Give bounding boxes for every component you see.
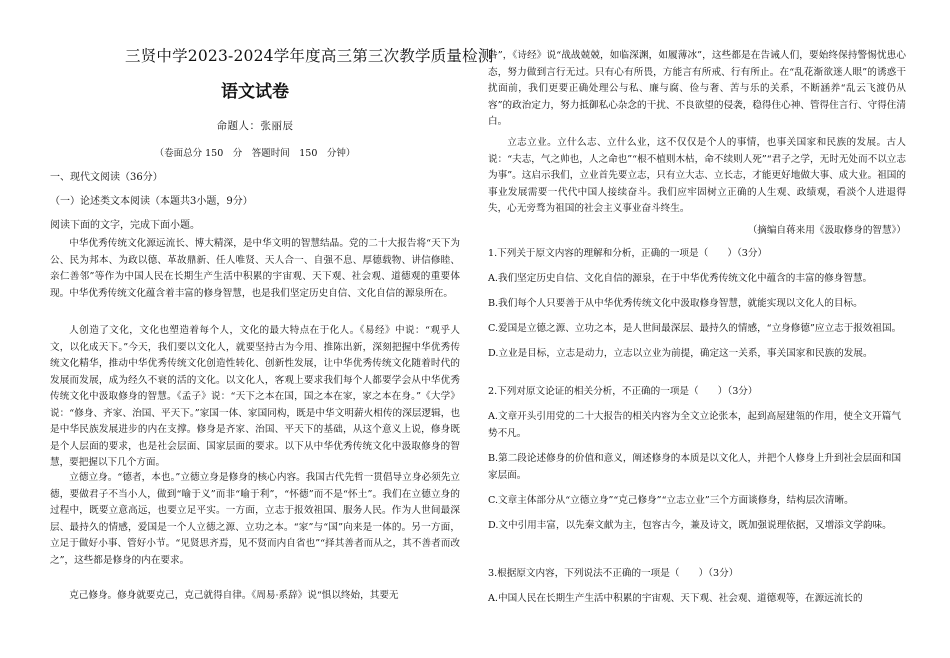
subsection-heading: （一）论述类文本阅读（本题共3小题，9分）	[50, 196, 253, 207]
exam-meta: （卷面总分 150 分 答题时间 150 分钟）	[154, 148, 356, 159]
exam-subject-title: 语文试卷	[221, 82, 289, 102]
question-option: B.第二段论述修身的价值和意义，阐述修身的本质是以文化人，并把个人修身上升到社会层面和国家层面。	[488, 453, 902, 481]
question-1	[488, 245, 906, 362]
question-option: A.中国人民在长期生产生活中积累的宇宙观、天下观、社会观、道德观等，在源远流长的	[488, 593, 863, 604]
reading-instruction: 阅读下面的文字，完成下面小题。	[50, 220, 200, 231]
passage-paragraph-5: 立志立业。立什么志、立什么业，这不仅仅是个人的事情，也事关国家和民族的发展。古人说：“夫志，气之帅也，人之命也”“根不植则木枯，命不续则人死”“君子之学，无时无处而不以立志为事”。这启示我们，立业首先要立志，只有立大志、立长志，才能更好地做大事、成大业。祖国的事业发展需要一代代中国人接续奋斗。我们应牢固树立正确的人生观、政绩观，看淡个人进退得失，心无旁骛为祖国的社会主义事业奋斗终生。	[488, 137, 906, 214]
question-option: D.文中引用丰富，以先秦文献为主，包容古今，兼及诗文，既加强说理依据，又增添文学韵味。	[488, 520, 892, 531]
passage-paragraph-2: 人创造了文化，文化也塑造着每个人，文化的最大特点在于化人。《易经》中说：“观乎人文，以化成天下。”今天，我们要以文化人，就要坚持古为今用、推陈出新，深刻把握中华优秀传统文化精华，推动中华优秀传统文化创造性转化、创新性发展，让中华优秀传统文化随着时代的发展而发展，成为经久不衰的活的文化。以文化人，客观上要求我们每个人都要学会从中华优秀传统文化中汲取修身的智慧。《孟子》说：“天下之本在国，国之本在家，家之本在身。”《大学》说：“修身、齐家、治国、平天下。”家国一体、家国同构，既是中华文明薪火相传的深层逻辑，也是中华民族发展进步的内在支撑。修身是齐家、治国、平天下的基础，从这个意义上说，修身既是个人层面的要求，也是社会层面、国家层面的要求。以下从中华优秀传统文化中汲取修身的智慧，要把握以下几个方面。	[50, 325, 460, 468]
question-option: A.文章开头引用党的二十大报告的相关内容为全文立论张本，起到高屋建瓴的作用，使全文开篇气势不凡。	[488, 411, 901, 439]
section-heading: 一、现代文阅读（36分）	[50, 172, 163, 183]
question-option: A.我们坚定历史自信、文化自信的源泉，在于中华优秀传统文化中蕴含的丰富的修身智慧。	[488, 273, 873, 284]
question-2	[488, 383, 906, 534]
question-option: C.爱国是立德之源、立功之本，是人世间最深层、最持久的情感，“立身修德”应立志于报效祖国。	[488, 323, 902, 334]
question-stem: 3.根据原文内容，下列说法不正确的一项是（ ）（3分）	[488, 568, 739, 579]
passage-source: （摘编自蒋来用《汲取修身的智慧》）	[747, 225, 906, 236]
question-stem: 2.下列对原文论证的相关分析，不正确的一项是（ ）（3分）	[488, 386, 758, 397]
question-option: D.立业是目标，立志是动力，立志以立业为前提，确定这一关系，事关国家和民族的发展。	[488, 348, 873, 359]
passage-paragraph-3: 立德立身。“德者，本也。”立德立身是修身的核心内容。我国古代先哲一贯倡导立身必须先立德，要做君子不当小人，做到“喻于义”而非“喻于利”，“怀德”而不是“怀土”。我们在立德立身的过程中，既要立意高远，也要立足平实。一方面，立志于报效祖国、服务人民。作为人世间最深层、最持久的情感，爱国是一个人立德之源、立功之本。“家”与“国”向来是一体的。另一方面，立足于做好小事、管好小节。“见贤思齐焉，见不贤而内自省也”“择其善者而从之，其不善者而改之”，这些都是修身的内在要求。	[50, 472, 460, 566]
passage-paragraph-4-continued: 咎”，《诗经》说“战战兢兢，如临深渊，如履薄冰”，这些都是在告诫人们，要始终保持警惕忧患心态，努力做到言行无过。只有心有所畏，方能言有所戒、行有所止。在“乱花渐欲迷人眼”的诱惑干扰面前，我们更要正确处理公与私、廉与腐、俭与奢、苦与乐的关系，不断涵养“乱云飞渡仍从容”的政治定力，努力抵御私心杂念的干扰、不良欲望的侵袭，稳得住心神、管得住言行、守得住清白。	[488, 50, 906, 127]
question-option: B.我们每个人只要善于从中华优秀传统文化中汲取修身智慧，就能实现以文化人的目标。	[488, 298, 863, 309]
question-option: C.文章主体部分从“立德立身”“克己修身”“立志立业”三个方面谈修身，结构层次清晰。	[488, 495, 854, 506]
exam-title: 三贤中学2023-2024学年度高三第三次教学质量检测	[125, 47, 494, 65]
exam-author: 命题人：张丽辰	[216, 120, 294, 132]
question-3	[488, 565, 906, 607]
question-stem: 1.下列关于原文内容的理解和分析，正确的一项是（ ）（3分）	[488, 248, 768, 259]
passage-paragraph-1: 中华优秀传统文化源远流长、博大精深，是中华文明的智慧结晶。党的二十大报告将“天下为公、民为邦本、为政以德、革故鼎新、任人唯贤、天人合一、自强不息、厚德载物、讲信修睦、亲仁善邻”等作为中国人民在长期生产生活中积累的宇宙观、天下观、社会观、道德观的重要体现。中华优秀传统文化蕴含着丰富的修身智慧，也是我们坚定历史自信、文化自信的源泉所在。	[50, 238, 460, 299]
passage-paragraph-4: 克己修身。修身就要克己，克己就得自律。《周易·系辞》说“惧以终始，其要无	[69, 590, 399, 601]
